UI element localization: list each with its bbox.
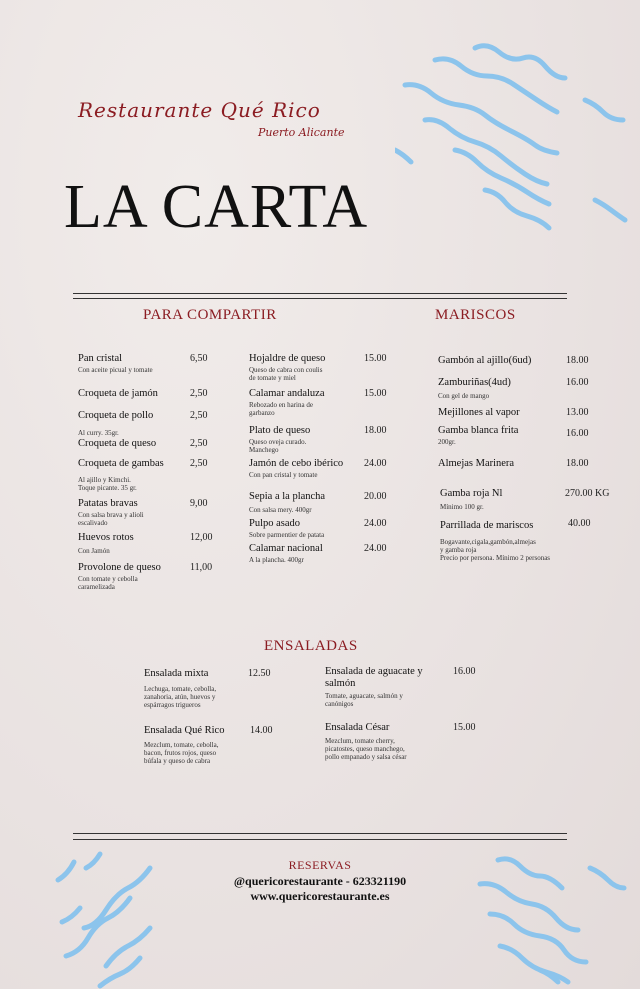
menu-item — [325, 722, 407, 761]
item-price: 15.00 — [453, 722, 476, 733]
menu-item — [438, 425, 518, 446]
item-price: 2,50 — [190, 438, 208, 449]
menu-item — [440, 488, 502, 511]
item-name: Parrillada de mariscos — [440, 520, 534, 531]
page-title: LA CARTA — [64, 173, 369, 241]
item-name: Croqueta de pollo — [78, 410, 154, 421]
item-price: 18.00 — [566, 355, 589, 366]
item-name: Ensalada César — [325, 722, 390, 733]
menu-item — [78, 353, 153, 374]
item-desc: Mínimo 100 gr. — [440, 503, 484, 511]
item-price: 6,50 — [190, 353, 208, 364]
item-price: 12,00 — [190, 532, 213, 543]
menu-item — [78, 410, 153, 422]
menu-item — [438, 355, 531, 367]
item-desc: Al curry. 35gr. — [78, 429, 119, 437]
item-name: Croqueta de gambas — [78, 458, 164, 469]
item-name: Gambón al ajillo(6ud) — [438, 355, 532, 366]
item-price: 20.00 — [364, 491, 387, 502]
menu-item — [78, 562, 161, 591]
item-price: 13.00 — [566, 407, 589, 418]
item-price: 18.00 — [566, 458, 589, 469]
item-name: Almejas Marinera — [438, 458, 515, 469]
item-desc: A la plancha. 400gr — [249, 556, 304, 564]
item-price: 270.00 KG — [565, 488, 610, 499]
item-name: Gamba blanca frita — [438, 425, 519, 436]
item-name: Patatas bravas — [78, 498, 138, 509]
item-price: 12.50 — [248, 668, 271, 679]
item-desc: Tomate, aguacate, salmón y canónigos — [325, 692, 403, 708]
item-name: Ensalada Qué Rico — [144, 725, 225, 736]
restaurant-location: Puerto Alicante — [258, 126, 345, 139]
menu-item — [325, 666, 423, 708]
item-name: Provolone de queso — [78, 562, 161, 573]
item-desc: Con Jamón — [78, 547, 110, 555]
item-price: 16.00 — [566, 377, 589, 388]
divider-top-1 — [73, 293, 567, 294]
item-price: 40.00 — [568, 518, 591, 529]
item-price: 15.00 — [364, 388, 387, 399]
menu-item — [249, 425, 310, 454]
section-title-compartir: PARA COMPARTIR — [143, 307, 277, 323]
reservations-title: RESERVAS — [288, 858, 352, 872]
item-desc: Sobre parmentier de patata — [249, 531, 325, 539]
menu-item — [249, 458, 343, 479]
item-name: Croqueta de jamón — [78, 388, 158, 399]
item-price: 15.00 — [364, 353, 387, 364]
website-link[interactable]: www.quericorestaurante.es — [250, 889, 390, 903]
item-price: 18.00 — [364, 425, 387, 436]
item-desc: Mezclum, tomate cherry, picatostes, queso manchego, pollo empanado y salsa césar — [325, 737, 407, 761]
menu-item — [78, 438, 156, 450]
item-name: Gamba roja Nl — [440, 488, 503, 499]
item-price: 9,00 — [190, 498, 208, 509]
item-price: 2,50 — [190, 388, 208, 399]
menu-item — [144, 668, 216, 709]
item-name: Zamburiñas(4ud) — [438, 377, 511, 388]
menu-item — [144, 725, 224, 765]
item-name: Croqueta de queso — [78, 438, 157, 449]
menu-item — [249, 388, 325, 417]
item-desc: Con pan cristal y tomate — [249, 471, 318, 479]
menu-item — [438, 377, 511, 400]
menu-item — [78, 532, 134, 555]
item-name: Ensalada mixta — [144, 668, 209, 679]
menu-item — [438, 407, 520, 419]
menu-item — [78, 498, 144, 527]
section-title-ensaladas: ENSALADAS — [264, 638, 358, 654]
item-desc: Queso de cabra con coulis de tomate y miel — [249, 366, 323, 382]
item-name: Pulpo asado — [249, 518, 301, 529]
menu-item — [78, 388, 158, 400]
item-name: Jamón de cebo ibérico — [249, 458, 344, 469]
menu-item — [249, 491, 325, 514]
wave-decoration-top — [395, 40, 635, 250]
menu-item — [440, 520, 550, 562]
item-desc: Con aceite picual y tomate — [78, 366, 153, 374]
item-desc: Con gel de mango — [438, 392, 490, 400]
item-name: Mejillones al vapor — [438, 407, 520, 418]
item-name: Huevos rotos — [78, 532, 134, 543]
item-desc: Con tomate y cebolla caramelizada — [78, 575, 138, 591]
item-desc: Mezclum, tomate, cebolla, bacon, frutos rojos, queso búfala y queso de cabra — [144, 741, 219, 765]
item-desc: Rebozado en harina de garbanzo — [249, 401, 313, 417]
section-title-mariscos: MARISCOS — [435, 307, 516, 323]
item-price: 16.00 — [566, 428, 589, 439]
divider-bottom-2 — [73, 839, 567, 840]
menu-item — [249, 543, 323, 564]
item-price: 24.00 — [364, 543, 387, 554]
menu-item — [249, 518, 324, 539]
item-desc: Con salsa mery. 400gr — [249, 506, 312, 514]
item-desc: Lechuga, tomate, cebolla, zanahoria, atún, huevos y espárragos trigueros — [144, 685, 217, 709]
restaurant-logo-text: Restaurante Qué Rico — [78, 98, 321, 122]
item-name: Hojaldre de queso — [249, 353, 326, 364]
item-price: 14.00 — [250, 725, 273, 736]
item-price: 24.00 — [364, 458, 387, 469]
item-desc: Queso oveja curado. Manchego — [249, 438, 307, 454]
item-price: 11,00 — [190, 562, 213, 573]
item-price: 2,50 — [190, 458, 208, 469]
item-name: Calamar nacional — [249, 543, 323, 554]
item-name: Calamar andaluza — [249, 388, 325, 399]
menu-item — [438, 458, 514, 470]
contact-line: @quericorestaurante - 623321190 — [233, 874, 407, 888]
item-price: 24.00 — [364, 518, 387, 529]
item-name: Plato de queso — [249, 425, 311, 436]
item-name: Pan cristal — [78, 353, 123, 364]
item-name: Sepia a la plancha — [249, 491, 326, 502]
menu-item — [78, 458, 164, 492]
item-desc: Al ajillo y Kimchi. Toque picante. 35 gr. — [78, 476, 137, 492]
menu-item — [249, 353, 325, 382]
divider-top-2 — [73, 298, 567, 299]
item-desc: Bogavante,cigala,gambón,almejas y gamba roja Precio por persona. Mínimo 2 personas — [440, 538, 551, 562]
item-price: 2,50 — [190, 410, 208, 421]
item-desc: 200gr. — [438, 438, 456, 446]
item-desc: Con salsa brava y alioli escalivado — [78, 511, 144, 527]
item-price: 16.00 — [453, 666, 476, 677]
item-name: Ensalada de aguacate y salmón — [325, 666, 423, 689]
divider-bottom-1 — [73, 833, 567, 834]
